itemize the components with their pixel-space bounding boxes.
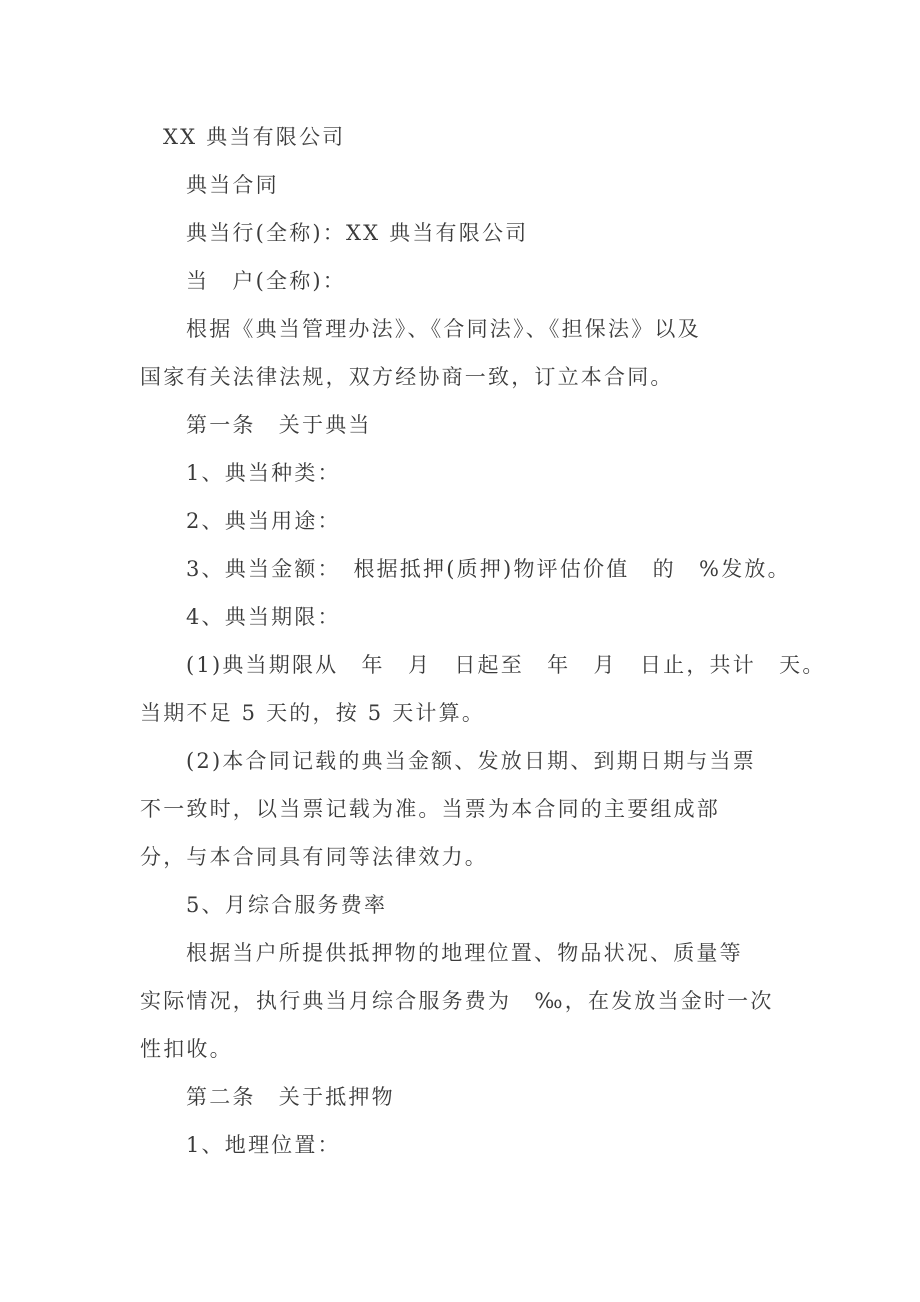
article-1-item-5: 5、月综合服务费率 (186, 893, 388, 917)
term-1-line-1: (1)典当期限从 年 月 日起至 年 月 日止，共计 天。 (186, 653, 826, 677)
article-1-item-1: 1、典当种类： (186, 461, 341, 485)
item-5-body-line-2: 实际情况，执行典当月综合服务费为 ‰，在发放当金时一次 (140, 989, 774, 1013)
company-header: XX 典当有限公司 (163, 125, 346, 149)
preamble-line-1: 根据《典当管理办法》、《合同法》、《担保法》以及 (186, 317, 701, 341)
pawner-party-line: 当 户(全称)： (186, 269, 346, 293)
pawnshop-party-line: 典当行(全称)：XX 典当有限公司 (186, 221, 529, 245)
article-1-item-4: 4、典当期限： (186, 605, 341, 629)
item-5-body-line-1: 根据当户所提供抵押物的地理位置、物品状况、质量等 (186, 941, 743, 965)
article-1-item-2: 2、典当用途： (186, 509, 341, 533)
term-2-line-2: 不一致时，以当票记载为准。当票为本合同的主要组成部 (140, 797, 720, 821)
preamble-line-2: 国家有关法律法规，双方经协商一致，订立本合同。 (140, 365, 674, 389)
contract-title: 典当合同 (186, 173, 279, 197)
term-2-line-3: 分，与本合同具有同等法律效力。 (140, 845, 488, 869)
term-1-line-2: 当期不足 5 天的，按 5 天计算。 (140, 701, 486, 725)
article-2-heading: 第二条 关于抵押物 (186, 1085, 395, 1109)
term-2-line-1: (2)本合同记载的典当金额、发放日期、到期日期与当票 (186, 749, 756, 773)
article-1-item-3: 3、典当金额： 根据抵押(质押)物评估价值 的 %发放。 (186, 557, 791, 581)
article-2-item-1: 1、地理位置： (186, 1133, 341, 1157)
article-1-heading: 第一条 关于典当 (186, 413, 372, 437)
item-5-body-line-3: 性扣收。 (140, 1037, 233, 1061)
